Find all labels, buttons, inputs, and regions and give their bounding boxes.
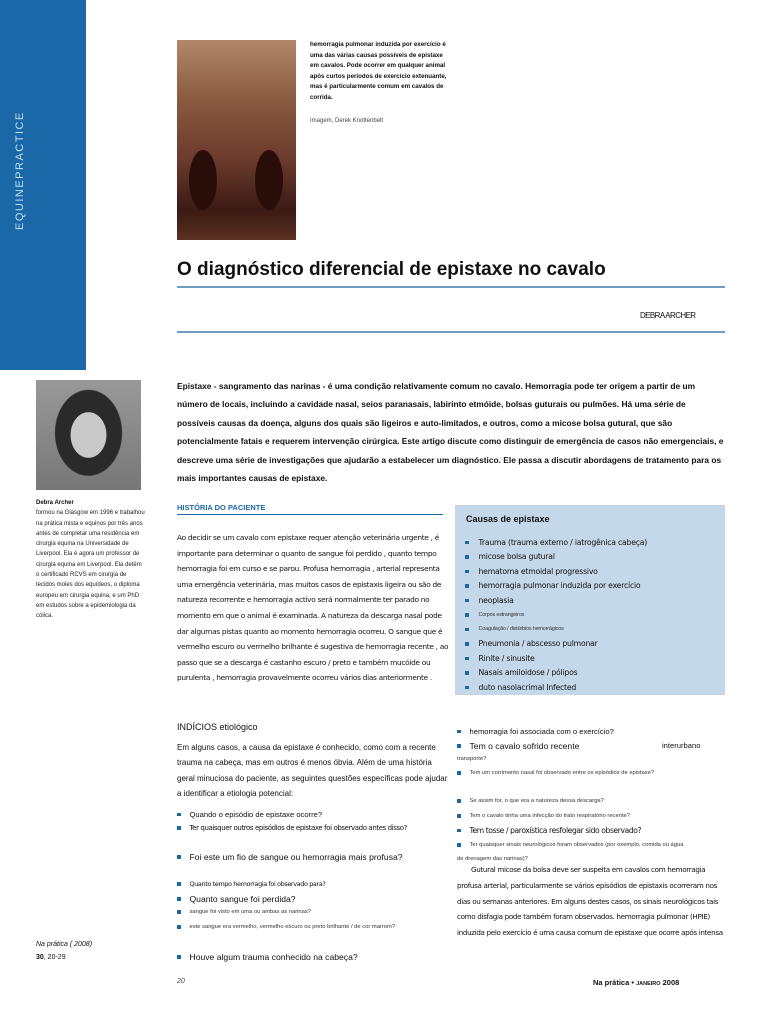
question-item	[177, 880, 325, 888]
history-rule	[177, 514, 443, 515]
etiology-heading: INDÍCIOS etiológico	[177, 722, 258, 732]
question-text: Quanto tempo hemorragia foi observado para?	[189, 880, 326, 888]
question-text: Quanto sangue foi perdida?	[189, 894, 296, 904]
bullet-icon	[177, 882, 181, 886]
author-bio	[36, 498, 146, 622]
question-text: Tem um corrimento nasal foi observado entre os episódios de epistaxe?	[469, 770, 655, 776]
etiology-text: Em alguns casos, a causa da epistaxe é conhecido, como com a recente trauma na cabeça, mas em outros é menos óbvia. Além de uma história geral minuciosa do paciente, as seguintes questões específicas pode ajudar a identificar a etiologia potencial:	[177, 743, 448, 799]
cause-label: hematoma etmoidal progressivo	[478, 566, 598, 576]
question-text: Tem o cavalo tinha uma infecção do trato respiratório recente?	[469, 813, 630, 819]
citation-volume-number: 30	[36, 954, 44, 961]
page-number: 20	[177, 978, 185, 985]
cause-label: neoplasia	[478, 595, 514, 605]
bio-text: formou na Glasgow em 1996 e trabalhou na prática mista e equinos por três anos antes de completar uma residência em cirurgia equina na Universidade de Liverpool. Ela é agora um professor de cirurgia equina em Liverpool. Ela detém o certificado RCVS em cirurgia de tecidos moles dos equídeos, o diploma europeu em cirurgia equina, e um PhD em estudos sobre a epidemiologia da cólica.	[36, 510, 145, 620]
byline-rule	[177, 331, 725, 333]
sidebar-band	[0, 0, 86, 370]
cause-item	[465, 535, 647, 550]
bullet-icon	[457, 744, 461, 748]
cause-item	[465, 579, 647, 594]
question-item	[457, 842, 683, 848]
question-item-cont: de drenagem das narinas)?	[457, 856, 528, 862]
question-text: hemorragia foi associada com o exercício?	[469, 727, 614, 736]
bullet-icon	[457, 829, 461, 833]
cause-label: Rinite / sinusite	[478, 653, 535, 663]
bullet-icon	[465, 541, 469, 545]
cause-label: Nasais amiloidose / pólipos	[478, 668, 578, 678]
section-brand: EQUINEPRACTICE	[14, 111, 26, 230]
footer-journal	[593, 978, 679, 987]
cause-item	[465, 564, 647, 579]
cause-label: Coagulação / distúrbios hemorrágicos	[478, 626, 564, 633]
causes-title: Causas de epistaxe	[466, 514, 550, 524]
bullet-icon	[465, 657, 469, 661]
footer-month: JANEIRO	[636, 981, 661, 987]
question-item	[177, 852, 403, 862]
question-text: Foi este um fio de sangue ou hemorragia mais profusa?	[189, 852, 403, 862]
question-text: sangue foi visto em uma ou ambas as narinas?	[189, 909, 311, 915]
question-item	[457, 826, 641, 835]
bullet-icon	[457, 799, 461, 803]
cause-item	[465, 593, 647, 608]
question-text: este sangue era vermelho, vermelho escuro ou preto brilhante / de cor marrom?	[189, 924, 396, 930]
question-text: Houve algum trauma conhecido na cabeça?	[189, 952, 358, 962]
bullet-icon	[177, 813, 181, 817]
bullet-icon	[465, 642, 469, 646]
cause-label: hemorragia pulmonar induzida por exercício	[478, 581, 641, 591]
author-photo	[36, 380, 141, 490]
question-item	[177, 824, 407, 832]
bullet-icon	[177, 855, 181, 859]
question-item	[177, 924, 395, 930]
cause-item	[465, 608, 647, 623]
cause-item	[465, 637, 647, 652]
question-text: Quando o episódio de epistaxe ocorre?	[189, 810, 323, 819]
bullet-icon	[177, 910, 181, 914]
question-item	[457, 798, 604, 804]
horse-nostril-photo	[177, 40, 296, 240]
abstract: Epistaxe - sangramento das narinas - é uma condição relativamente comum no cavalo. Hemorragia pode ter origem a partir de um número de locais, incluindo a cavidade nasal, seios paranasais, labirinto etmóide, bolsas guturais ou pulmões. Há uma série de possíveis causas da doença, alguns dos quais são ligeiros e auto-limitados, e outros, como a micose bolsa gutural, que são potencialmente fatais e requerem intervenção cirúrgica. Este artigo discute como distinguir de emergência de casos não emergenciais, e descreve uma série de investigações que ajudarão a estabelecer um diagnóstico. Ele passa a discutir abordagens de tratamento para os mais importantes causas de epistaxe.	[177, 381, 724, 484]
bullet-icon	[457, 814, 461, 818]
question-item	[457, 813, 630, 819]
bullet-icon	[177, 955, 181, 959]
question-item	[177, 894, 296, 904]
question-item-cont: interurbano	[662, 741, 701, 750]
question-item	[177, 909, 311, 915]
figure-credit: Imagem, Derek Knottenbelt	[310, 118, 384, 124]
bullet-icon	[465, 584, 469, 588]
question-text: Tem o cavalo sofrido recente	[469, 741, 580, 751]
bullet-icon	[457, 771, 461, 775]
bullet-icon	[457, 730, 461, 734]
history-heading: HISTÓRIA DO PACIENTE	[177, 503, 266, 512]
cause-label: Pneumonia / abscesso pulmonar	[478, 639, 598, 649]
figure-caption: hemorragia pulmonar induzida por exercício é uma das várias causas possíveis de epistaxe em cavalos. Pode ocorrer em qualquer animal após curtos períodos de exercício extenuante, mas é particularmente comum em cavalos de corrida.	[310, 41, 447, 101]
question-item	[457, 770, 654, 776]
bullet-icon	[465, 570, 469, 574]
question-text: Se assim for, o que era a natureza dessa descarga?	[469, 798, 604, 804]
causes-box	[455, 505, 725, 695]
bullet-icon	[465, 686, 469, 690]
author-byline: DEBRA ARCHER	[640, 311, 696, 320]
question-item-cont: transporte?	[457, 756, 487, 762]
article-title: O diagnóstico diferencial de epistaxe no cavalo	[177, 259, 606, 280]
cause-item	[465, 680, 647, 695]
bullet-icon	[465, 555, 469, 559]
cause-item	[465, 651, 647, 666]
footer-title: Na prática	[593, 978, 630, 987]
bullet-icon	[465, 628, 469, 632]
question-item	[457, 727, 614, 736]
question-item	[177, 952, 358, 962]
cause-item	[465, 622, 647, 637]
title-rule	[177, 286, 725, 288]
bio-name: Debra Archer	[36, 500, 74, 506]
footer-year: 2008	[660, 978, 680, 987]
history-text: Ao decidir se um cavalo com epistaxe requer atenção veterinária urgente , é importante para determinar o quanto de sangue foi perdido , quanto tempo hemorragia foi em curso e se parou. Profusa hemorragia , arterial representa uma emergência veterinária, mas muitos casos de epistaxis ligeira ou são de natureza recorrente e hemorragia activo será normalmente ter parado no momento em que o animal é examinada. A natureza da descarga nasal pode dar algumas pistas quanto ao momento hemorragia ocorreu. O sangue que é vermelho escuro ou vermelho brilhante é sugestiva de hemorragia recente , ao passo que se a descarga é castanho escuro / preto e também mucóide ou purulenta , hemorragia provavelmente ocorreu vários dias anteriormente .	[177, 533, 449, 683]
question-text: Tem tosse / paroxística resfolegar sido observado?	[469, 826, 642, 835]
cause-label: Trauma (trauma externo / iatrogênica cabeça)	[478, 537, 648, 547]
footer-sep: •	[629, 978, 637, 987]
bullet-icon	[465, 613, 469, 617]
cause-item	[465, 666, 647, 681]
citation-volume	[36, 954, 66, 961]
bullet-icon	[177, 826, 181, 830]
bullet-icon	[465, 599, 469, 603]
cause-label: Corpos estrangeiros	[478, 611, 525, 618]
bullet-icon	[465, 671, 469, 675]
bullet-icon	[177, 897, 181, 901]
question-text: Ter quaisquer sinais neurológicos foram observados (por exemplo, comida ou água	[469, 842, 684, 848]
cause-item	[465, 550, 647, 565]
question-item	[177, 810, 322, 819]
citation-pages: , 20-29	[43, 954, 66, 961]
guttural-paragraph: Gutural micose da bolsa deve ser suspeita em cavalos com hemorragia profusa arterial, particularmente se vários episódios de epistaxis ocorreram nos dias ou semanas anteriores. Em alguns destes casos, os sinais neurológicos tais como disfagia pode também foram observados. hemorragia pulmonar (HPIE) induzida pelo exercício é uma causa comum de epistaxe que ocorre após intensa	[457, 865, 723, 938]
bullet-icon	[177, 925, 181, 929]
cause-label: micose bolsa gutural	[478, 552, 555, 562]
bullet-icon	[457, 843, 461, 847]
citation-journal: Na prática ( 2008)	[36, 941, 93, 948]
question-text: Ter quaisquer outros episódios de epistaxe foi observado antes disso?	[189, 824, 407, 832]
cause-label: duto nasolacrimal Infected	[478, 682, 577, 692]
guttural-text	[457, 862, 725, 941]
question-item	[457, 741, 579, 751]
